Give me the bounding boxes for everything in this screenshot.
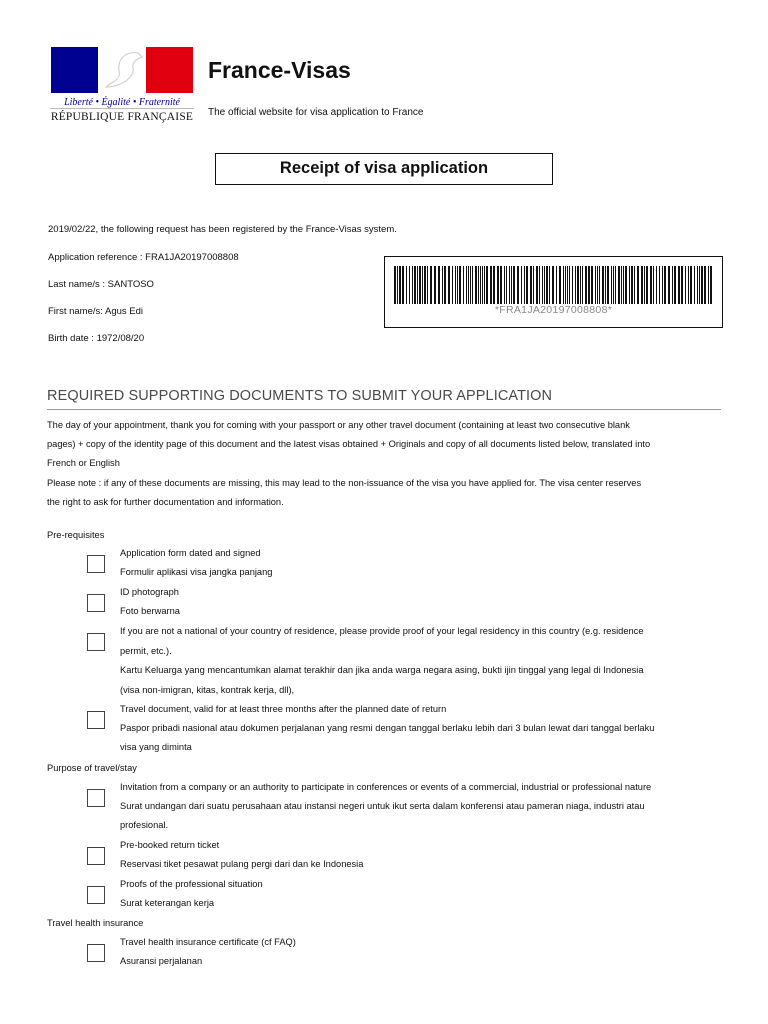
checkbox[interactable] <box>87 711 105 729</box>
item-line: Surat undangan dari suatu perusahaan atau instansi negeri untuk ikut serta dalam konferensi atau pameran niaga, industri atau <box>120 801 645 811</box>
receipt-title: Receipt of visa application <box>215 153 553 185</box>
registration-line: 2019/02/22, the following request has been registered by the France-Visas system. <box>48 224 397 235</box>
note-line-1: Please note : if any of these documents are missing, this may lead to the non-issuance of the visa you have applied for. The visa center reserves <box>47 478 642 488</box>
checkbox[interactable] <box>87 886 105 904</box>
checkbox[interactable] <box>87 594 105 612</box>
item-line: Asuransi perjalanan <box>120 956 203 966</box>
site-title: France-Visas <box>208 57 351 83</box>
checkbox[interactable] <box>87 847 105 865</box>
section-divider <box>47 409 721 410</box>
last-name: Last name/s : SANTOSO <box>48 279 154 290</box>
checkbox[interactable] <box>87 555 105 573</box>
marianne-flag-icon <box>51 47 193 93</box>
application-reference: Application reference : FRA1JA20197008808 <box>48 252 239 263</box>
note-line-2: the right to ask for further documentation and information. <box>47 497 284 507</box>
section-heading: REQUIRED SUPPORTING DOCUMENTS TO SUBMIT YOUR APPLICATION <box>47 388 553 404</box>
item-line: If you are not a national of your country of residence, please provide proof of your legal residency in this country (e.g. residence <box>120 626 644 636</box>
item-line: permit, etc.). <box>120 646 172 656</box>
item-line: Pre-booked return ticket <box>120 840 220 850</box>
category-insurance: Travel health insurance <box>47 918 144 928</box>
item-line: Paspor pribadi nasional atau dokumen perjalanan yang resmi dengan tanggal berlaku lebih dari 3 bulan lewat dari tanggal berlaku <box>120 723 655 733</box>
logo-motto: Liberté • Égalité • Fraternité <box>64 97 180 108</box>
category-prerequisites: Pre-requisites <box>47 530 105 540</box>
item-line: profesional. <box>120 820 169 830</box>
site-subtitle: The official website for visa application to France <box>208 107 424 118</box>
item-line: Formulir aplikasi visa jangka panjang <box>120 567 273 577</box>
item-line: Travel document, valid for at least three months after the planned date of return <box>120 704 447 714</box>
republique-francaise-logo <box>50 47 194 127</box>
first-name: First name/s: Agus Edi <box>48 306 144 317</box>
category-purpose: Purpose of travel/stay <box>47 763 137 773</box>
logo-republic-text: RÉPUBLIQUE FRANÇAISE <box>50 111 194 123</box>
item-line: visa yang diminta <box>120 742 192 752</box>
checkbox[interactable] <box>87 789 105 807</box>
item-line: Proofs of the professional situation <box>120 879 263 889</box>
item-line: (visa non-imigran, kitas, kontrak kerja, dll), <box>120 685 295 695</box>
intro-line-1: The day of your appointment, thank you for coming with your passport or any other travel document (containing at least two consecutive blank <box>47 420 630 430</box>
item-line: Travel health insurance certificate (cf FAQ) <box>120 937 296 947</box>
checkbox[interactable] <box>87 633 105 651</box>
item-line: ID photograph <box>120 587 179 597</box>
intro-line-3: French or English <box>47 458 120 468</box>
barcode-box <box>384 256 723 328</box>
checkbox[interactable] <box>87 944 105 962</box>
birth-date: Birth date : 1972/08/20 <box>48 333 145 344</box>
barcode-text: *FRA1JA20197008808* <box>494 304 613 316</box>
item-line: Invitation from a company or an authority to participate in conferences or events of a commercial, industrial or professional nature <box>120 782 652 792</box>
intro-line-2: pages) + copy of the identity page of this document and the latest visas obtained + Originals and copy of all documents listed below, translated into <box>47 439 651 449</box>
barcode-icon <box>394 266 713 304</box>
item-line: Foto berwarna <box>120 606 180 616</box>
item-line: Surat keterangan kerja <box>120 898 215 908</box>
item-line: Kartu Keluarga yang mencantumkan alamat terakhir dan jika anda warga negara asing, bukti ijin tinggal yang legal di Indonesia <box>120 665 644 675</box>
item-line: Application form dated and signed <box>120 548 261 558</box>
item-line: Reservasi tiket pesawat pulang pergi dari dan ke Indonesia <box>120 859 364 869</box>
